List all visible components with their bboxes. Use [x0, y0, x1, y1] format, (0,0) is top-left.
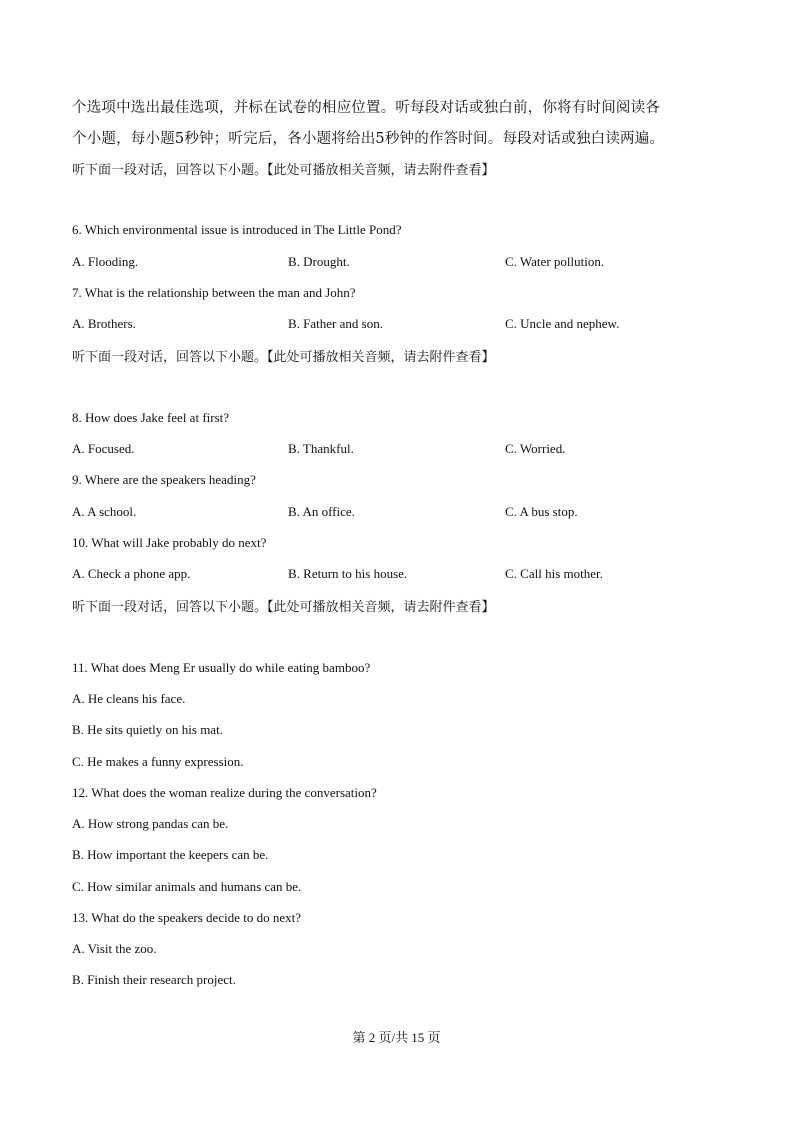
- q12-option-a[interactable]: A. How strong pandas can be.: [72, 816, 229, 831]
- question-8: 8. How does Jake feel at first?: [72, 410, 230, 425]
- q8-option-a[interactable]: A. Focused.: [72, 441, 135, 456]
- q11-option-c[interactable]: C. He makes a funny expression.: [72, 754, 244, 769]
- q10-option-b[interactable]: B. Return to his house.: [288, 566, 408, 581]
- q10-option-a[interactable]: A. Check a phone app.: [72, 566, 191, 581]
- listening-instruction: 听下面一段对话，回答以下小题。【此处可播放相关音频，请去附件查看】: [72, 163, 495, 178]
- listening-instruction: 听下面一段对话，回答以下小题。【此处可播放相关音频，请去附件查看】: [72, 600, 495, 615]
- q13-option-a[interactable]: A. Visit the zoo.: [72, 941, 157, 956]
- question-9: 9. Where are the speakers heading?: [72, 472, 256, 487]
- q9-option-b[interactable]: B. An office.: [288, 504, 355, 519]
- q7-option-b[interactable]: B. Father and son.: [288, 316, 383, 331]
- q9-option-a[interactable]: A. A school.: [72, 504, 137, 519]
- q7-option-a[interactable]: A. Brothers.: [72, 316, 136, 331]
- q10-option-c[interactable]: C. Call his mother.: [505, 566, 603, 581]
- listening-instruction: 听下面一段对话，回答以下小题。【此处可播放相关音频，请去附件查看】: [72, 350, 495, 365]
- question-13: 13. What do the speakers decide to do next?: [72, 910, 301, 925]
- q12-option-b[interactable]: B. How important the keepers can be.: [72, 847, 269, 862]
- q6-option-b[interactable]: B. Drought.: [288, 254, 350, 269]
- q11-option-a[interactable]: A. He cleans his face.: [72, 691, 186, 706]
- q8-option-b[interactable]: B. Thankful.: [288, 441, 354, 456]
- q6-option-a[interactable]: A. Flooding.: [72, 254, 139, 269]
- question-11: 11. What does Meng Er usually do while eating bamboo?: [72, 660, 371, 675]
- question-12: 12. What does the woman realize during the conversation?: [72, 785, 377, 800]
- page-footer: 第 2 页/共 15 页: [352, 1030, 441, 1045]
- q11-option-b[interactable]: B. He sits quietly on his mat.: [72, 722, 223, 737]
- question-7: 7. What is the relationship between the man and John?: [72, 285, 356, 300]
- q12-option-c[interactable]: C. How similar animals and humans can be.: [72, 879, 302, 894]
- q9-option-c[interactable]: C. A bus stop.: [505, 504, 578, 519]
- question-6: 6. Which environmental issue is introduced in The Little Pond?: [72, 222, 402, 237]
- question-10: 10. What will Jake probably do next?: [72, 535, 267, 550]
- q7-option-c[interactable]: C. Uncle and nephew.: [505, 316, 620, 331]
- intro-line-1: 个选项中选出最佳选项，并标在试卷的相应位置。听每段对话或独白前，你将有时间阅读各: [72, 100, 660, 116]
- q8-option-c[interactable]: C. Worried.: [505, 441, 566, 456]
- intro-line-2: 个小题，每小题5秒钟；听完后，各小题将给出5秒钟的作答时间。每段对话或独白读两遍。: [72, 131, 665, 147]
- q13-option-b[interactable]: B. Finish their research project.: [72, 972, 236, 987]
- q6-option-c[interactable]: C. Water pollution.: [505, 254, 605, 269]
